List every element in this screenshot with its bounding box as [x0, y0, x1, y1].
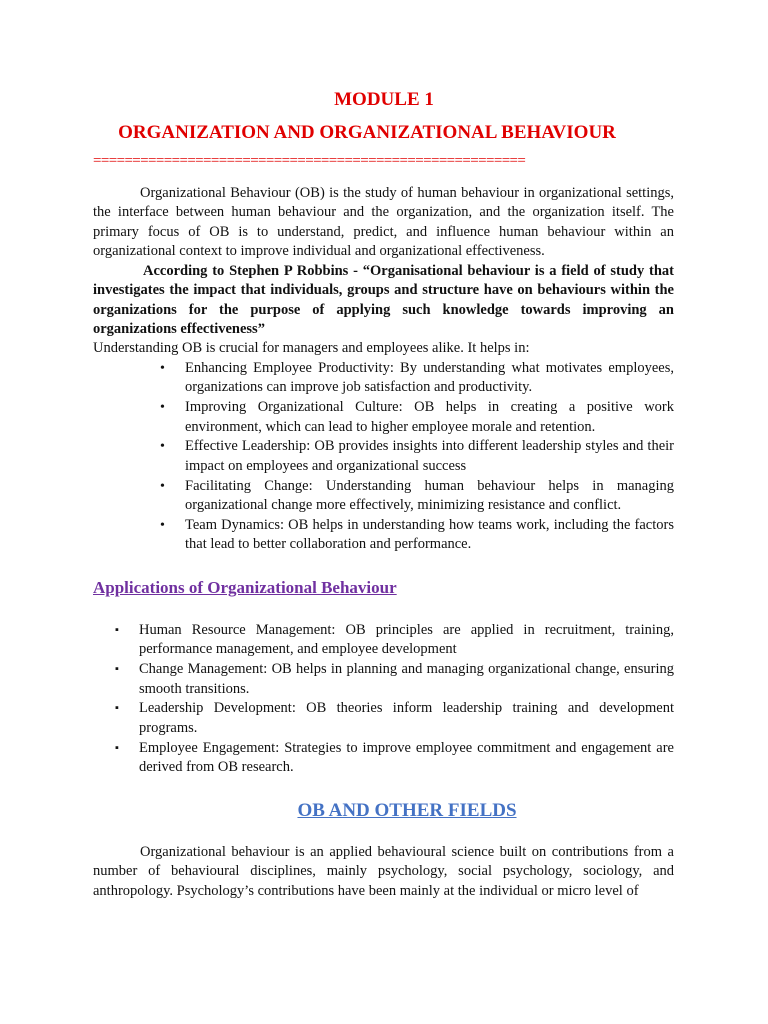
application-text: Human Resource Management: OB principles are applied in recruitment, training, performance management, and employee development — [139, 622, 674, 658]
list-item — [93, 516, 674, 555]
benefit-text: Enhancing Employee Productivity: By understanding what motivates employees, organizations can improve job satisfaction and productivity. — [185, 360, 674, 396]
square-bullet-icon: ▪ — [115, 702, 119, 715]
list-item — [93, 660, 674, 699]
benefits-list — [93, 359, 674, 555]
application-text: Leadership Development: OB theories inform leadership training and development programs. — [139, 700, 674, 736]
list-item — [93, 437, 674, 476]
applications-heading: Applications of Organizational Behaviour — [93, 578, 397, 597]
bullet-icon: • — [160, 517, 165, 533]
benefit-text: Facilitating Change: Understanding human behaviour helps in managing organizational change more effectively, minimizing resistance and conflict. — [185, 477, 674, 514]
benefit-text: Team Dynamics: OB helps in understanding how teams work, including the factors that lead to better collaboration and performance. — [185, 516, 674, 553]
bullet-icon: • — [160, 478, 165, 494]
square-bullet-icon: ▪ — [115, 624, 119, 636]
benefit-text: Improving Organizational Culture: OB helps in creating a positive work environment, which can lead to higher employee morale and retention. — [185, 399, 674, 435]
list-item — [93, 699, 674, 738]
intro-paragraph: Organizational Behaviour (OB) is the study of human behaviour in organizational settings, the interface between human behaviour and the organization, and the organization itself. The primary focus of OB is to understand, predict, and influence human behaviour within an organizational context to improve individual and organizational effectiveness. — [93, 185, 674, 260]
robbins-definition: According to Stephen P Robbins - “Organisational behaviour is a field of study that investigates the impact that individuals, groups and structure have on behaviours within the organizations for the purpose of applying such knowledge towards improving an organizations effectiveness” — [93, 263, 674, 338]
list-item — [93, 359, 674, 398]
helps-intro: Understanding OB is crucial for managers and employees alike. It helps in: — [93, 340, 530, 356]
bullet-icon: • — [160, 439, 165, 455]
bullet-icon: • — [160, 361, 165, 376]
benefit-text: Effective Leadership: OB provides insights into different leadership styles and their impact on employees and organizational success — [185, 438, 674, 474]
applications-list — [93, 621, 674, 778]
list-item — [93, 398, 674, 437]
module-title: MODULE 1 — [334, 89, 434, 110]
main-title: ORGANIZATION AND ORGANIZATIONAL BEHAVIOUR — [118, 122, 616, 143]
list-item — [93, 477, 674, 516]
application-text: Change Management: OB helps in planning and managing organizational change, ensuring smooth transitions. — [139, 661, 674, 697]
title-separator: ======================================================= — [93, 153, 526, 169]
application-text: Employee Engagement: Strategies to improve employee commitment and engagement are derived from OB research. — [139, 739, 674, 776]
other-fields-heading: OB AND OTHER FIELDS — [297, 800, 517, 821]
square-bullet-icon: ▪ — [115, 663, 119, 676]
list-item — [93, 621, 674, 660]
list-item — [93, 739, 674, 778]
bullet-icon: • — [160, 400, 165, 416]
other-fields-paragraph: Organizational behaviour is an applied behavioural science built on contributions from a number of behavioural disciplines, mainly psychology, social psychology, sociology, and anthropology. Psychology’s contributions have been mainly at the individual or micro level of — [93, 844, 674, 899]
square-bullet-icon: ▪ — [115, 741, 119, 754]
